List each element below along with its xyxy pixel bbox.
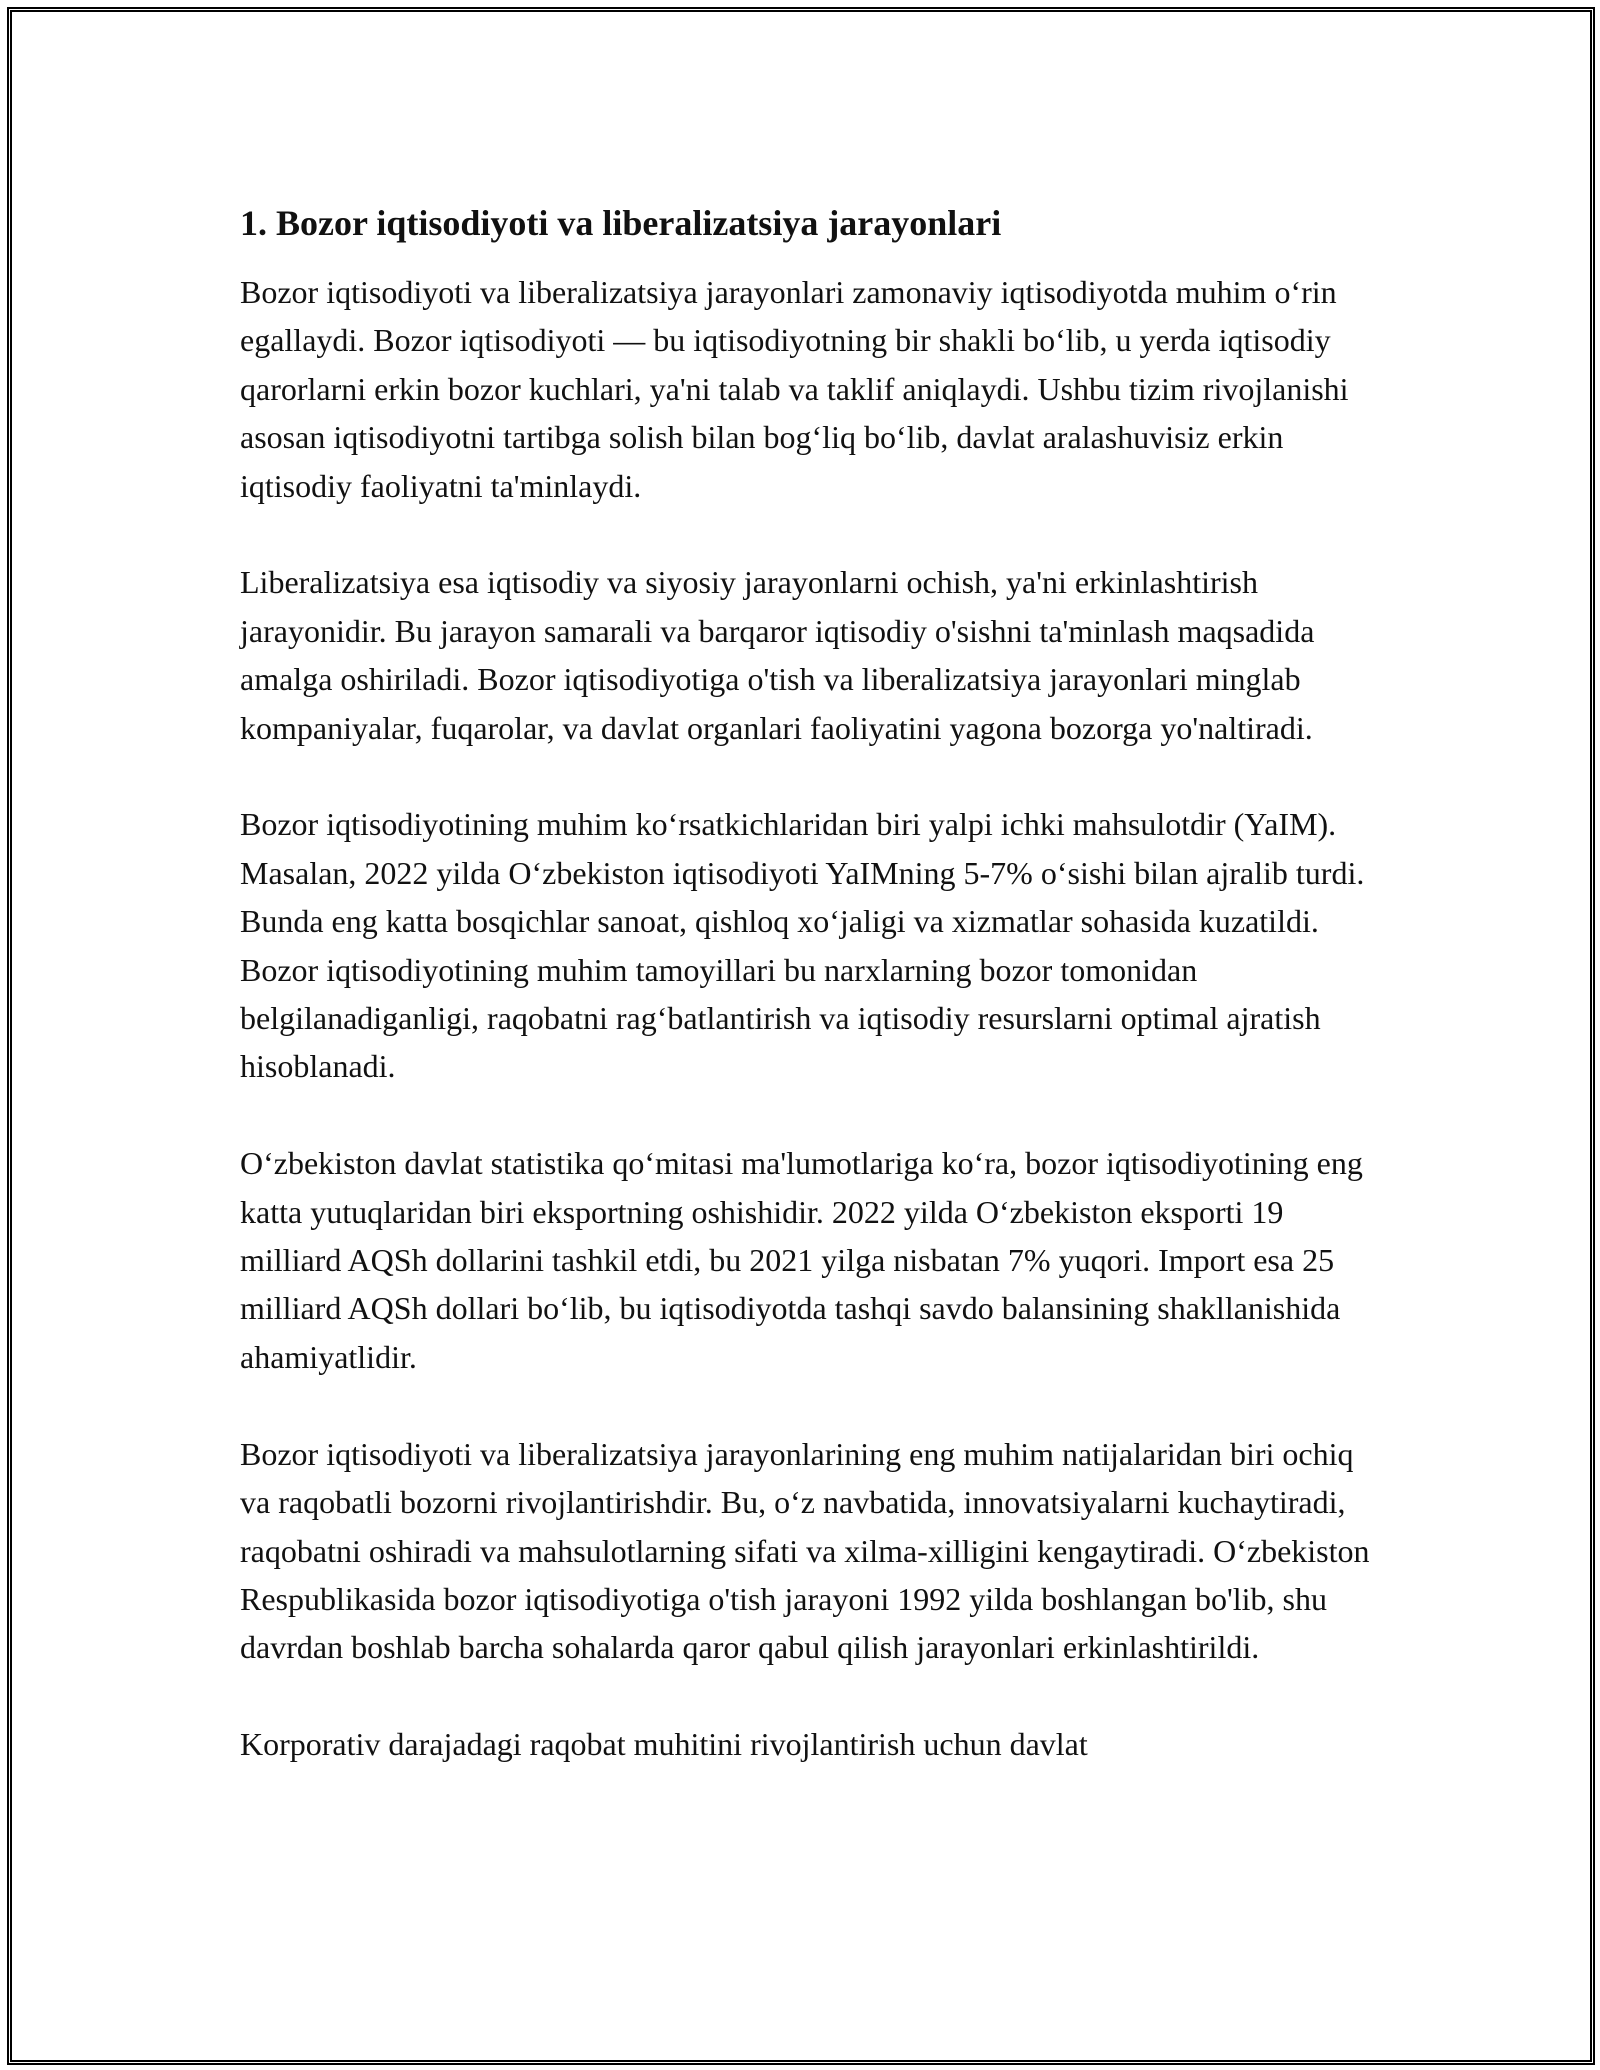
document-body [240, 198, 1380, 1769]
page-frame [7, 7, 1595, 2065]
paragraph-2: Liberalizatsiya esa iqtisodiy va siyosiy jarayonlarni ochish, ya'ni erkinlashtirish jarayonidir. Bu jarayon samarali va barqaror iqtisodiy o'sishni ta'minlash maqsadida amalga oshiriladi. Bozor iqtisodiyotiga o'tish va liberalizatsiya jarayonlari minglab kompaniyalar, fuqarolar, va davlat organlari faoliyatini yagona bozorga yo'naltiradi. [240, 564, 1315, 746]
paragraph-1: Bozor iqtisodiyoti va liberalizatsiya jarayonlari zamonaviy iqtisodiyotda muhim o‘rin egallaydi. Bozor iqtisodiyoti — bu iqtisodiyotning bir shakli bo‘lib, u yerda iqtisodiy qarorlarni erkin bozor kuchlari, ya'ni talab va taklif aniqlaydi. Ushbu tizim rivojlanishi asosan iqtisodiyotni tartibga solish bilan bog‘liq bo‘lib, davlat aralashuvisiz erkin iqtisodiy faoliyatni ta'minlaydi. [240, 274, 1349, 504]
paragraph-6: Korporativ darajadagi raqobat muhitini rivojlantirish uchun davlat [240, 1726, 1088, 1763]
paragraph-3: Bozor iqtisodiyotining muhim ko‘rsatkichlaridan biri yalpi ichki mahsulotdir (YaIM). Masalan, 2022 yilda O‘zbekiston iqtisodiyoti YaIMning 5-7% o‘sishi bilan ajralib turdi. Bunda eng katta bosqichlar sanoat, qishloq xo‘jaligi va xizmatlar sohasida kuzatildi. Bozor iqtisodiyotining muhim tamoyillari bu narxlarning bozor tomonidan belgilanadiganligi, raqobatni rag‘batlantirish va iqtisodiy resurslarni optimal ajratish hisoblanadi. [240, 806, 1365, 1085]
paragraph-4: O‘zbekiston davlat statistika qo‘mitasi ma'lumotlariga ko‘ra, bozor iqtisodiyotining eng katta yutuqlaridan biri eksportning oshishidir. 2022 yilda O‘zbekiston eksporti 19 milliard AQSh dollarini tashkil etdi, bu 2021 yilga nisbatan 7% yuqori. Import esa 25 milliard AQSh dollari bo‘lib, bu iqtisodiyotda tashqi savdo balansining shakllanishida ahamiyatlidir. [240, 1145, 1363, 1375]
section-heading: 1. Bozor iqtisodiyoti va liberalizatsiya jarayonlari [240, 203, 1002, 243]
paragraph-5: Bozor iqtisodiyoti va liberalizatsiya jarayonlarining eng muhim natijalaridan biri ochiq va raqobatli bozorni rivojlantirishdir. Bu, o‘z navbatida, innovatsiyalarni kuchaytiradi, raqobatni oshiradi va mahsulotlarning sifati va xilma-xilligini kengaytiradi. O‘zbekiston Respublikasida bozor iqtisodiyotiga o'tish jarayoni 1992 yilda boshlangan bo'lib, shu davrdan boshlab barcha sohalarda qaror qabul qilish jarayonlari erkinlashtirildi. [240, 1435, 1370, 1666]
